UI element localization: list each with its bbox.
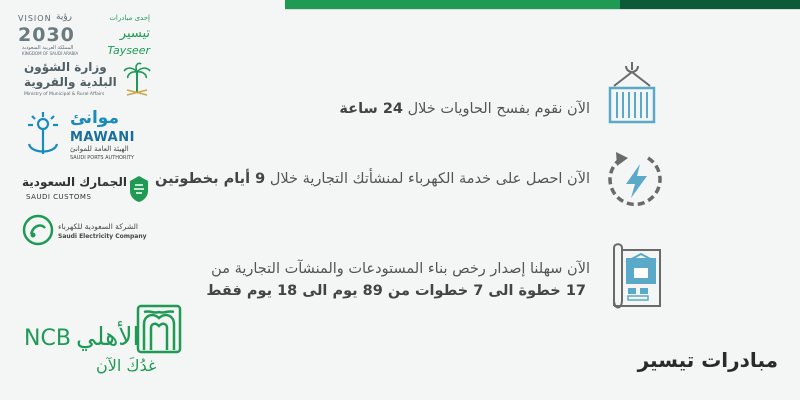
mawani-arabic: موانئ xyxy=(70,108,119,128)
electricity-english: Saudi Electricity Company xyxy=(58,233,147,240)
electricity-arabic: الشركة السعودية للكهرباء xyxy=(58,222,138,231)
tayseer-small-label: إحدى مبادرات xyxy=(109,14,150,22)
mawani-arabic-sub: الهيئة العامة للموانئ xyxy=(70,145,129,153)
tayseer-english: Tayseer xyxy=(107,44,150,57)
vision-tagline-en: KINGDOM OF SAUDI ARABIA xyxy=(22,51,79,56)
electricity-company-icon xyxy=(22,214,54,246)
tayseer-logo xyxy=(96,14,152,56)
vision-label: VISION xyxy=(18,14,52,23)
ministry-english: Ministry of Municipal & Rural Affairs xyxy=(24,92,105,97)
item-1-text: الآن نقوم بفسح الحاويات خلال xyxy=(403,101,590,117)
customs-english: SAUDI CUSTOMS xyxy=(26,193,92,201)
item-3-line2: 17 خطوة الى 7 خطوات من 89 يوم الى 18 يوم فقط xyxy=(206,283,586,299)
item-building-permits xyxy=(206,258,590,302)
ministry-logo xyxy=(22,60,152,104)
shipping-container-icon xyxy=(604,60,660,128)
item-2-text: الآن احصل على خدمة الكهرباء لمنشأتك التجارية خلال xyxy=(265,171,590,187)
page-title: مبادرات تيسير xyxy=(637,348,778,372)
ncb-arch-icon xyxy=(136,304,182,354)
vision-tagline: المملكة العربية السعودية xyxy=(22,45,74,51)
mawani-english-sub: SAUDI PORTS AUTHORITY xyxy=(70,155,135,161)
item-3-line1: الآن سهلنا إصدار رخص بناء المستودعات والمنشآت التجارية من xyxy=(211,261,590,277)
top-accent-bar-dark xyxy=(620,0,800,9)
anchor-icon xyxy=(20,110,66,160)
ncb-slogan: غدُكَ الآن xyxy=(96,356,157,375)
mawani-english: MAWANI xyxy=(70,130,135,145)
building-permit-icon xyxy=(604,240,668,312)
mawani-logo xyxy=(20,108,160,164)
saudi-electricity-logo xyxy=(22,212,152,248)
customs-emblem-icon xyxy=(128,175,150,203)
ncb-arabic: الأهلي xyxy=(76,322,140,351)
tayseer-arabic: تيسير xyxy=(119,26,150,41)
ncb-latin: NCB xyxy=(24,326,71,351)
ncb-logo xyxy=(20,304,190,384)
item-electricity-service xyxy=(155,171,590,187)
palm-tree-icon xyxy=(122,62,152,98)
item-2-bold: 9 أيام بخطوتين xyxy=(155,171,266,187)
ministry-line1: وزارة الشؤون xyxy=(24,60,107,74)
vision-year: 2030 xyxy=(18,24,75,46)
vision-2030-logo xyxy=(18,14,90,56)
ministry-line2: البلدية والقروية xyxy=(24,75,117,89)
electricity-cycle-icon xyxy=(604,148,668,212)
vision-arabic: رؤية xyxy=(56,12,73,22)
item-container-clearance xyxy=(339,101,590,117)
item-1-bold: 24 ساعة xyxy=(339,101,404,117)
saudi-customs-logo xyxy=(22,175,152,205)
top-divider xyxy=(285,9,800,10)
customs-arabic: الجمارك السعودية xyxy=(22,175,127,189)
